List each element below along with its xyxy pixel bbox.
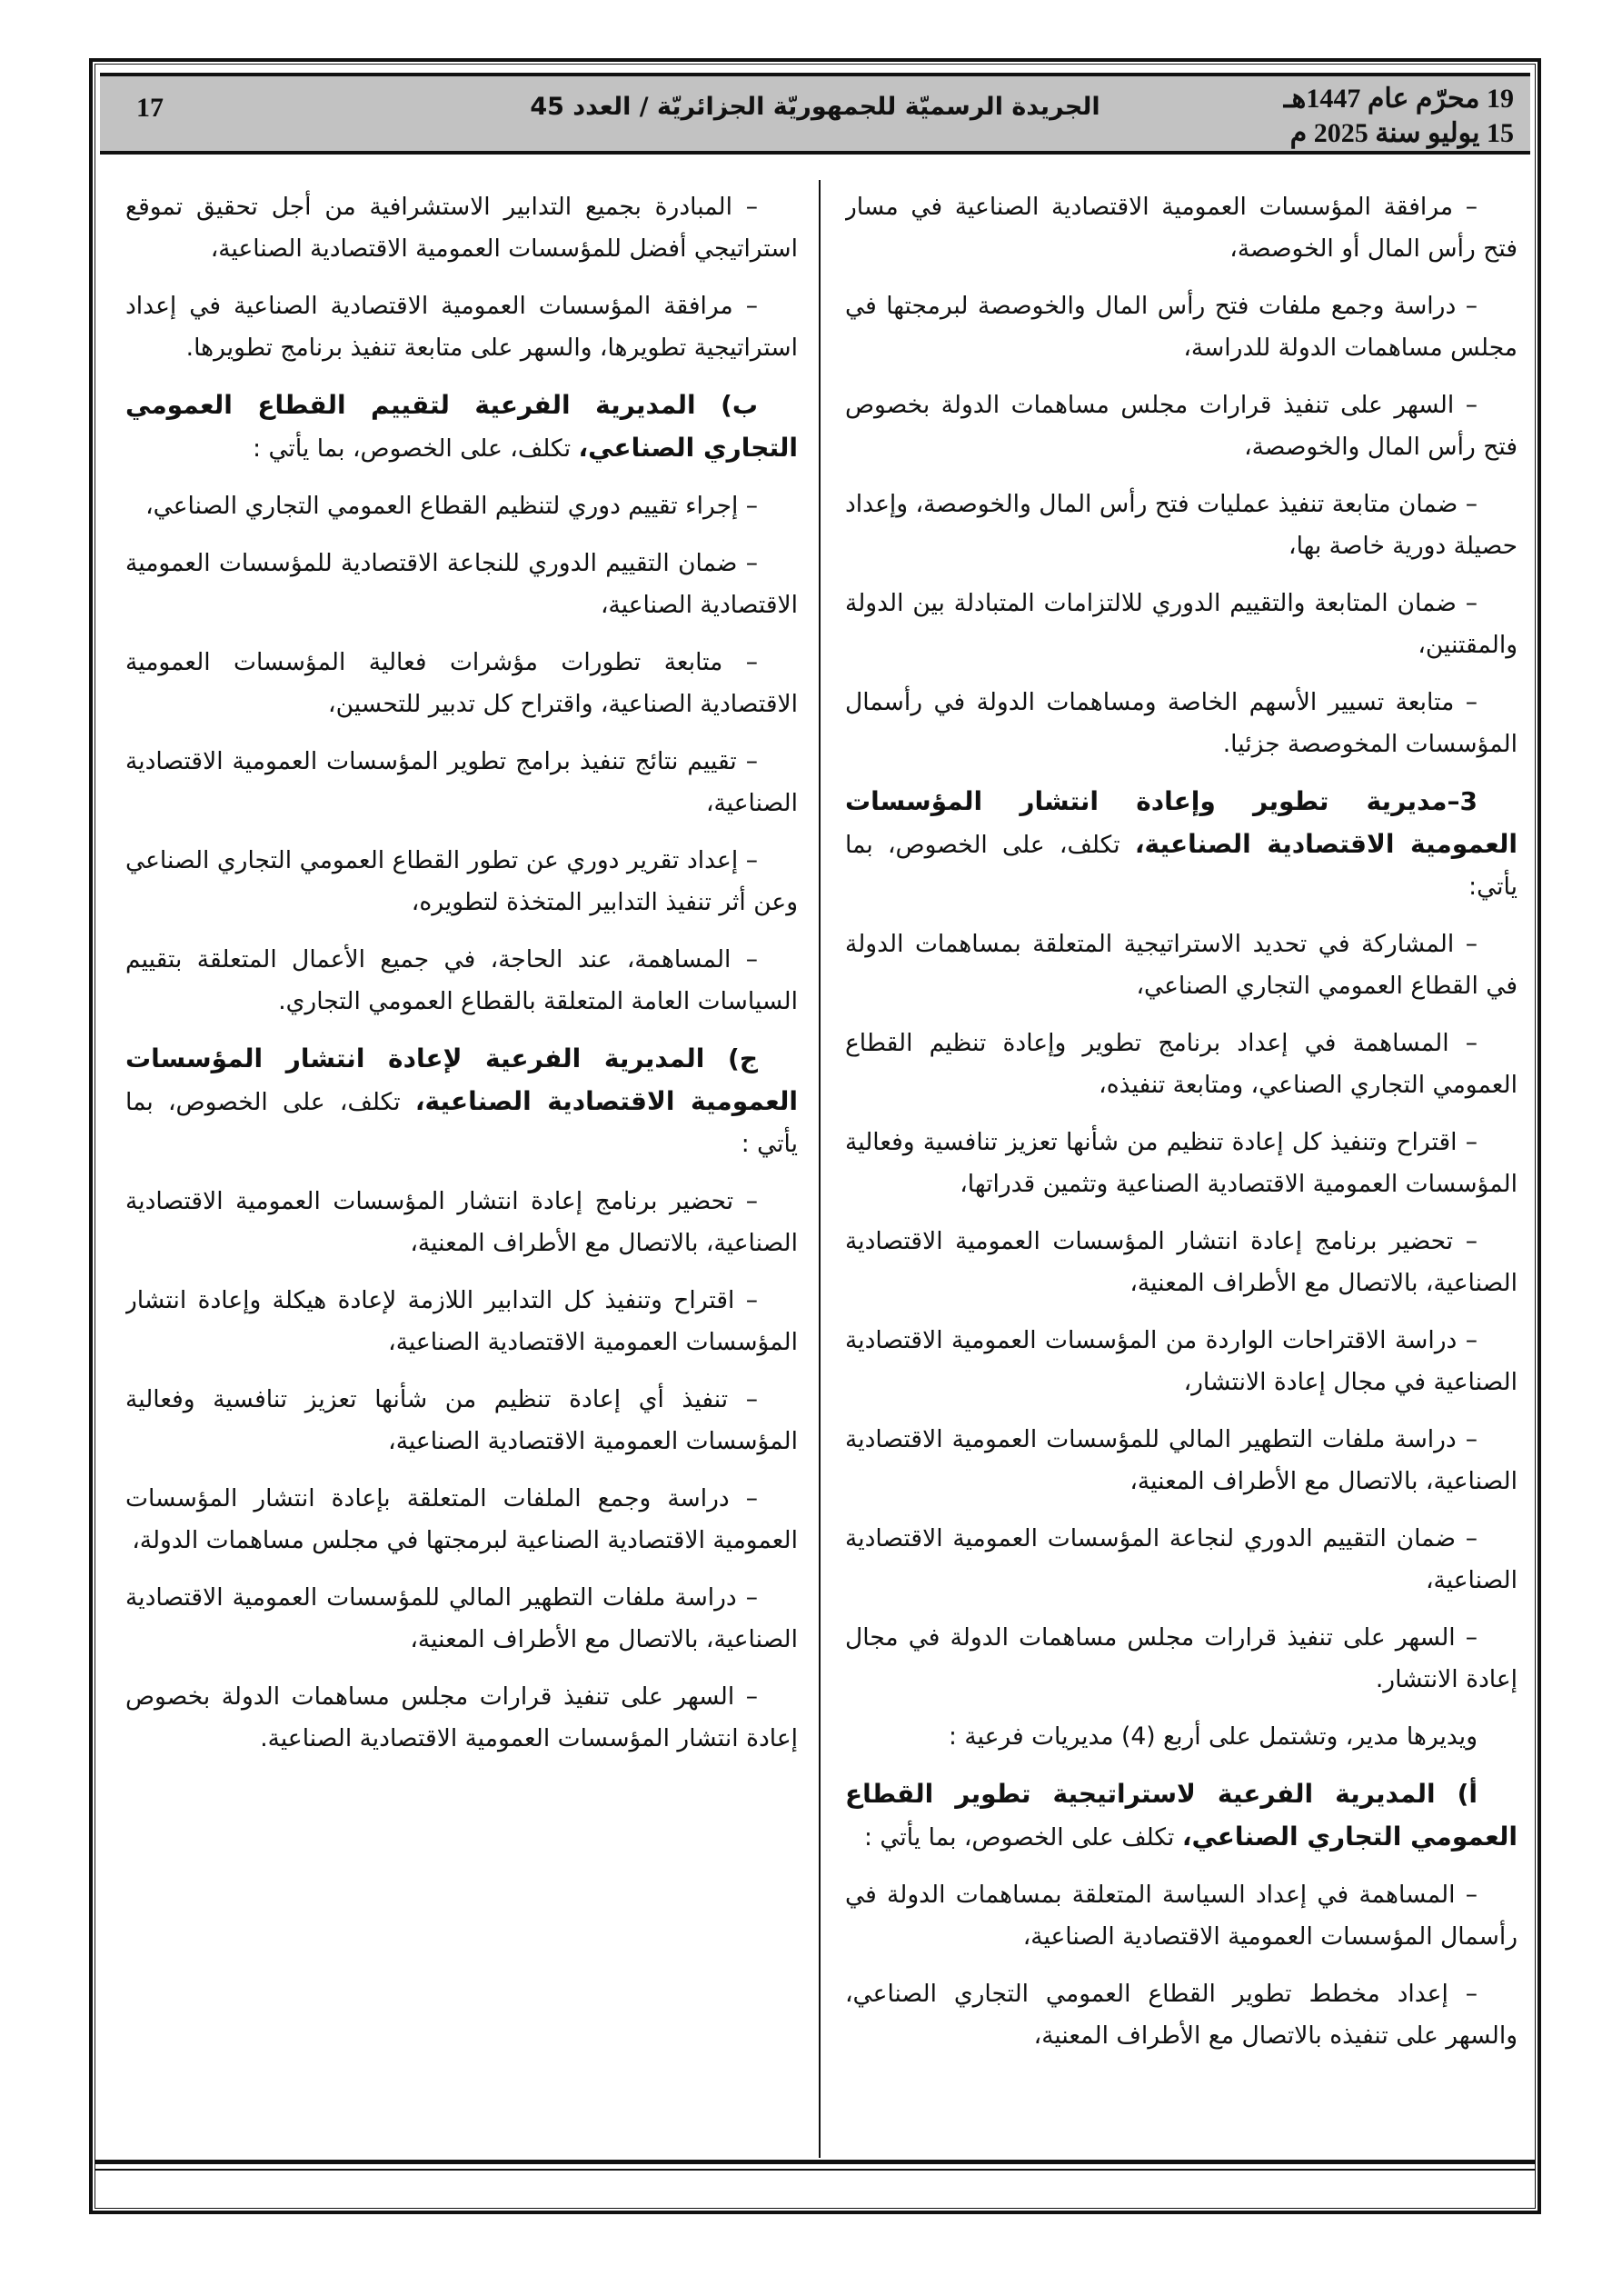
bottom-rule [95,2160,1536,2164]
paragraph-text: – المشاركة في تحديد الاستراتيجية المتعلقة بمساهمات الدولة في القطاع العمومي التجاري الصناعي، [845,930,1518,1000]
column-divider [819,180,821,2158]
paragraph-text: – دراسة وجمع الملفات المتعلقة بإعادة انتشار المؤسسات العمومية الاقتصادية الصناعية لبرمجتها في مجلس مساهمات الدولة، [125,1484,798,1554]
paragraph-text: – مرافقة المؤسسات العمومية الاقتصادية الصناعية في مسار فتح رأس المال أو الخوصصة، [845,193,1518,263]
body-paragraph [845,484,1518,567]
body-paragraph [125,1478,798,1562]
paragraph-text: – ضمان التقييم الدوري لنجاعة المؤسسات العمومية الاقتصادية الصناعية، [845,1524,1518,1594]
body-paragraph [845,1320,1518,1403]
section-heading-title: ب) المديرية الفرعية لتقييم القطاع العمومي التجاري الصناعي، [125,390,798,463]
body-paragraph [125,543,798,626]
body-paragraph [845,1518,1518,1602]
section-heading-paragraph [845,781,1518,908]
body-paragraph [125,186,798,270]
paragraph-text: تكلف، على الخصوص، بما يأتي : [253,434,579,463]
bottom-rule-thin [95,2169,1536,2171]
paragraph-text: تكلف، على الخصوص، بما يأتي: [845,831,1518,901]
paragraph-text: – السهر على تنفيذ قرارات مجلس مساهمات الدولة بخصوص فتح رأس المال والخوصصة، [845,391,1518,461]
body-paragraph [845,923,1518,1007]
body-paragraph [845,384,1518,468]
paragraph-text: – دراسة ملفات التطهير المالي للمؤسسات العمومية الاقتصادية الصناعية، بالاتصال مع الأطراف المعنية، [845,1425,1518,1495]
body-paragraph [125,741,798,824]
section-heading-paragraph [845,1773,1518,1859]
body-paragraph [125,1676,798,1760]
paragraph-text: – متابعة تسيير الأسهم الخاصة ومساهمات الدولة في رأسمال المؤسسات المخوصصة جزئيا. [845,688,1518,758]
gazette-header [100,73,1530,155]
section-heading-paragraph [125,1038,798,1165]
paragraph-text: – تنفيذ أي إعادة تنظيم من شأنها تعزيز تنافسية وفعالية المؤسسات العمومية الاقتصادية الصناعية، [125,1385,798,1455]
paragraph-text: – دراسة ملفات التطهير المالي للمؤسسات العمومية الاقتصادية الصناعية، بالاتصال مع الأطراف المعنية، [125,1583,798,1653]
section-heading-title: ج) المديرية الفرعية لإعادة انتشار المؤسسات العمومية الاقتصادية الصناعية، [125,1043,798,1116]
section-heading-title: 3–مديرية تطوير وإعادة انتشار المؤسسات العمومية الاقتصادية الصناعية، [845,786,1518,859]
paragraph-text: – المساهمة في إعداد برنامج تطوير وإعادة تنظيم القطاع العمومي التجاري الصناعي، ومتابعة تنفيذه، [845,1029,1518,1099]
paragraph-text: – دراسة الاقتراحات الواردة من المؤسسات العمومية الاقتصادية الصناعية في مجال إعادة الانتشار، [845,1326,1518,1396]
body-paragraph [125,1181,798,1264]
gazette-title: الجريدة الرسميّة للجمهوريّة الجزائريّة / العدد 45 [530,93,1100,121]
paragraph-text: – إعداد مخطط تطوير القطاع العمومي التجاري الصناعي، والسهر على تنفيذه بالاتصال مع الأطراف المعنية، [845,1980,1518,2050]
paragraph-text: – المبادرة بجميع التدابير الاستشرافية من أجل تحقيق تموقع استراتيجي أفضل للمؤسسات العمومية الاقتصادية الصناعية، [125,193,798,263]
column-left [125,186,798,2154]
paragraph-text: – السهر على تنفيذ قرارات مجلس مساهمات الدولة في مجال إعادة الانتشار. [845,1623,1518,1693]
body-paragraph [125,939,798,1023]
paragraph-text: – ضمان المتابعة والتقييم الدوري للالتزامات المتبادلة بين الدولة والمقتنين، [845,589,1518,659]
body-paragraph [845,1419,1518,1502]
paragraph-text: – دراسة وجمع ملفات فتح رأس المال والخوصصة لبرمجتها في مجلس مساهمات الدولة للدراسة، [845,292,1518,362]
paragraph-text: – مرافقة المؤسسات العمومية الاقتصادية الصناعية في إعداد استراتيجية تطويرها، والسهر على متابعة تنفيذ برنامج تطويرها. [125,292,798,362]
paragraph-text: – ضمان متابعة تنفيذ عمليات فتح رأس المال والخوصصة، وإعداد حصيلة دورية خاصة بها، [845,490,1518,560]
body-paragraph [845,186,1518,270]
body-paragraph [125,1379,798,1462]
column-right [845,186,1518,2154]
paragraph-text: – تقييم نتائج تنفيذ برامج تطوير المؤسسات العمومية الاقتصادية الصناعية، [125,747,798,817]
body-paragraph [845,1973,1518,2057]
section-heading-paragraph [125,384,798,470]
body-paragraph [845,1122,1518,1205]
body-paragraph [845,285,1518,369]
body-paragraph [125,642,798,725]
paragraph-text: – تحضير برنامج إعادة انتشار المؤسسات العمومية الاقتصادية الصناعية، بالاتصال مع الأطراف المعنية، [125,1187,798,1257]
body-paragraph [845,1716,1518,1758]
body-paragraph [125,285,798,369]
paragraph-text: – المساهمة، عند الحاجة، في جميع الأعمال المتعلقة بتقييم السياسات العامة المتعلقة بالقطاع العمومي التجاري. [125,945,798,1015]
body-paragraph [845,1617,1518,1701]
date-hijri: 19 محرّم عام 1447هـ [1283,84,1514,114]
paragraph-text: – تحضير برنامج إعادة انتشار المؤسسات العمومية الاقتصادية الصناعية، بالاتصال مع الأطراف المعنية، [845,1227,1518,1297]
body-paragraph [845,1221,1518,1304]
date-gregorian: 15 يوليو سنة 2025 م [1289,118,1514,148]
paragraph-text: – إجراء تقييم دوري لتنظيم القطاع العمومي التجاري الصناعي، [145,492,758,520]
paragraph-text: تكلف على الخصوص، بما يأتي : [863,1823,1182,1852]
paragraph-text: – اقتراح وتنفيذ كل التدابير اللازمة لإعادة هيكلة وإعادة انتشار المؤسسات العمومية الاقتصادية الصناعية، [125,1286,798,1356]
body-paragraph [125,1280,798,1363]
body-paragraph [845,682,1518,765]
paragraph-text: – إعداد تقرير دوري عن تطور القطاع العمومي التجاري الصناعي وعن أثر تنفيذ التدابير المتخذة لتطويره، [125,846,798,916]
body-paragraph [125,840,798,923]
body-paragraph [125,485,798,527]
body-paragraph [845,1874,1518,1958]
body-paragraph [125,1577,798,1661]
paragraph-text: – المساهمة في إعداد السياسة المتعلقة بمساهمات الدولة في رأسمال المؤسسات العمومية الاقتصادية الصناعية، [845,1881,1518,1951]
paragraph-text: – ضمان التقييم الدوري للنجاعة الاقتصادية للمؤسسات العمومية الاقتصادية الصناعية، [125,549,798,619]
body-paragraph [845,583,1518,666]
paragraph-text: ويديرها مدير، وتشتمل على أربع (4) مديريات فرعية : [949,1722,1478,1751]
paragraph-text: – متابعة تطورات مؤشرات فعالية المؤسسات العمومية الاقتصادية الصناعية، واقتراح كل تدبير للتحسين، [125,648,798,718]
paragraph-text: تكلف، على الخصوص، بما يأتي : [125,1088,798,1158]
paragraph-text: – اقتراح وتنفيذ كل إعادة تنظيم من شأنها تعزيز تنافسية وفعالية المؤسسات العمومية الاقتصادية الصناعية وتثمين قدراتها، [845,1128,1518,1198]
page-number: 17 [136,93,164,123]
section-heading-title: أ) المديرية الفرعية لاستراتيجية تطوير القطاع العمومي التجاري الصناعي، [845,1779,1518,1852]
paragraph-text: – السهر على تنفيذ قرارات مجلس مساهمات الدولة بخصوص إعادة انتشار المؤسسات العمومية الاقتصادية الصناعية. [125,1682,798,1752]
body-paragraph [845,1023,1518,1106]
